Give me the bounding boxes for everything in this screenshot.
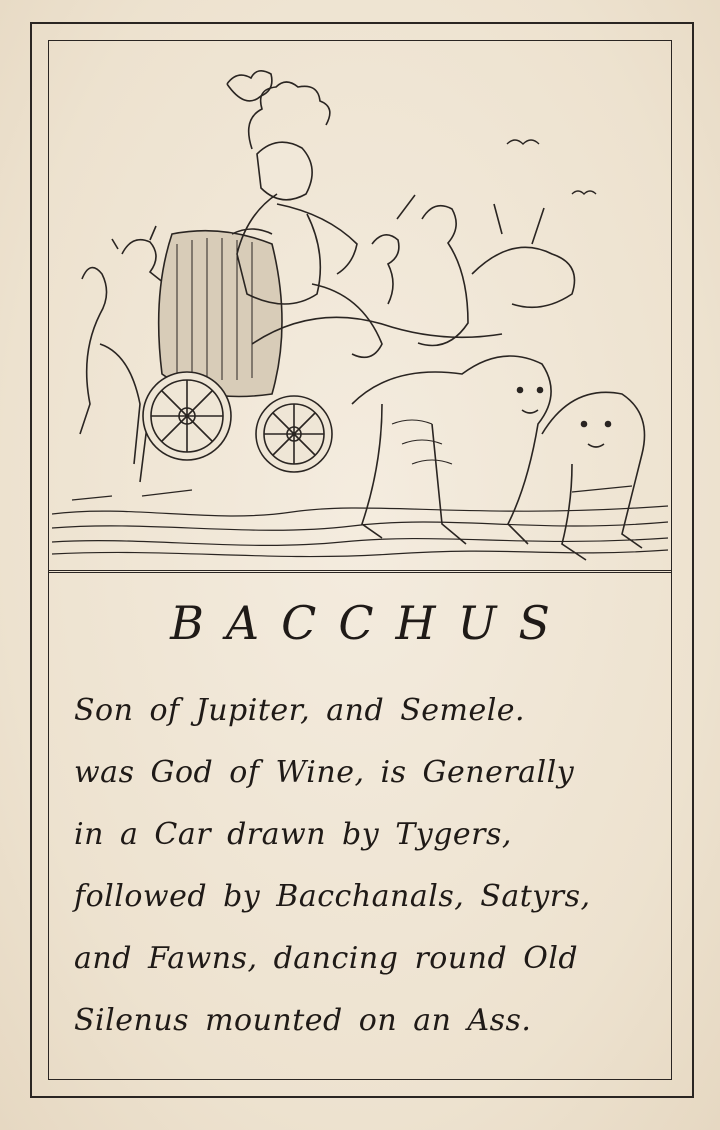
description-line: Silenus mounted on an Ass. [74, 1003, 532, 1038]
chariot-icon [143, 231, 502, 472]
engraving-illustration [52, 44, 668, 566]
description-line: in a Car drawn by Tygers, [74, 817, 512, 852]
description-line: and Fawns, dancing round Old [74, 941, 579, 976]
card-description [74, 680, 654, 1052]
ass-icon [418, 204, 575, 346]
tiger-icon [352, 356, 645, 560]
description-line: followed by Bacchanals, Satyrs, [74, 879, 591, 914]
description-line: Son of Jupiter, and Semele. [74, 693, 526, 728]
ground-hatching-icon [52, 486, 668, 557]
divider-line [48, 570, 672, 573]
description-line: was God of Wine, is Generally [74, 755, 575, 790]
card-title: BACCHUS [170, 596, 572, 650]
